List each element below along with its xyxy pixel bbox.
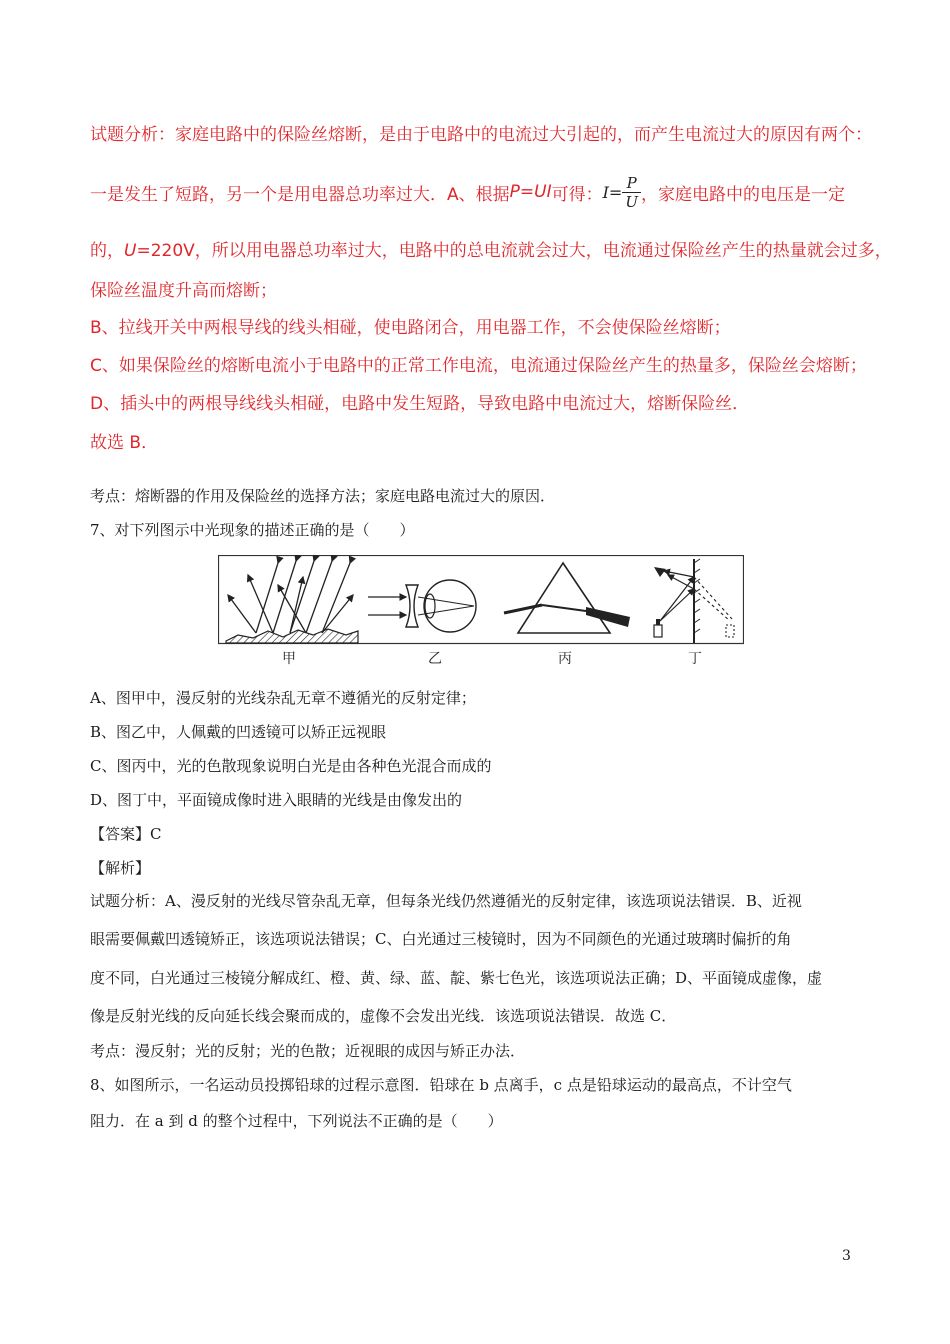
formula-p-ui: P=UI xyxy=(509,182,552,202)
kaodian-q6: 考点：熔断器的作用及保险丝的选择方法；家庭电路电流过大的原因． xyxy=(90,487,556,505)
formula-denominator: U xyxy=(625,192,638,211)
analysis-red-line-2c: ，家庭电路中的电压是一定 xyxy=(640,184,845,205)
q7-analysis-title: 【解析】 xyxy=(90,859,151,877)
q7-option-c: C、图丙中，光的色散现象说明白光是由各种色光混合而成的 xyxy=(90,757,492,775)
analysis-red-line-2a: 一是发生了短路，另一个是用电器总功率过大．A、根据 xyxy=(90,184,510,205)
spectrum-fan xyxy=(586,607,630,627)
rough-surface xyxy=(226,629,358,643)
analysis-red-line-6: C、如果保险丝的熔断电流小于电路中的正常工作电流，电流通过保险丝产生的热量多，保险丝会熔断； xyxy=(90,356,867,376)
q8-line-2: 阻力．在 a 到 d 的整个过程中，下列说法不正确的是（ ） xyxy=(90,1112,503,1130)
q7-stem: 7、对下列图示中光现象的描述正确的是（ ） xyxy=(90,521,415,539)
analysis-red-line-7: D、插头中的两根导线线头相碰，电路中发生短路，导致电路中电流过大，熔断保险丝． xyxy=(90,394,750,414)
q7-analysis-line-4: 像是反射光线的反向延长线会聚而成的，虚像不会发出光线．该选项说法错误．故选 C． xyxy=(90,1007,677,1025)
q7-option-d: D、图丁中，平面镜成像时进入眼睛的光线是由像发出的 xyxy=(90,791,463,809)
figure-label-yi: 乙 xyxy=(428,651,442,667)
analysis-red-line-1: 试题分析：家庭电路中的保险丝熔断，是由于电路中的电流过大引起的，而产生电流过大的原因有两个： xyxy=(90,125,872,145)
analysis-red-line-3b: =220V，所以用电器总功率过大，电路中的总电流就会过大，电流通过保险丝产生的热量就会过多， xyxy=(136,241,892,261)
q7-figure xyxy=(218,555,744,675)
analysis-red-line-2b: 可得： xyxy=(551,184,603,205)
page-number: 3 xyxy=(842,1248,851,1264)
q7-analysis-line-2: 眼需要佩戴凹透镜矫正，该选项说法错误；C、白光通过三棱镜时，因为不同颜色的光通过玻璃时偏折的角 xyxy=(90,930,792,948)
q7-kaodian: 考点：漫反射；光的反射；光的色散；近视眼的成因与矫正办法． xyxy=(90,1042,526,1060)
figure-label-ding: 丁 xyxy=(688,651,702,667)
figure-bing xyxy=(504,563,630,633)
analysis-red-line-5: B、拉线开关中两根导线的线头相碰，使电路闭合，用电器工作，不会使保险丝熔断； xyxy=(90,318,731,338)
q8-line-1: 8、如图所示，一名运动员投掷铅球的过程示意图．铅球在 b 点离手，c 点是铅球运动的最高点，不计空气 xyxy=(90,1076,792,1094)
candle xyxy=(654,625,662,637)
eyeball xyxy=(424,580,476,632)
formula-i-symbol: I xyxy=(602,182,609,202)
q7-analysis-line-1: 试题分析：A、漫反射的光线尽管杂乱无章，但每条光线仍然遵循光的反射定律，该选项说法错误．B、近视 xyxy=(90,892,802,910)
figure-jia xyxy=(226,561,358,643)
figure-label-jia: 甲 xyxy=(282,651,296,667)
q7-analysis-line-3: 度不同，白光通过三棱镜分解成红、橙、黄、绿、蓝、靛、紫七色光，该选项说法正确；D、平面镜成虚像，虚 xyxy=(90,969,823,987)
prism xyxy=(518,563,610,633)
figure-ding xyxy=(654,559,734,643)
analysis-red-line-2 xyxy=(90,170,845,214)
eye-symbol xyxy=(654,567,666,577)
formula-fraction xyxy=(622,174,641,211)
analysis-red-line-3a: 的， xyxy=(90,241,124,261)
analysis-red-line-8: 故选 B． xyxy=(90,433,159,453)
analysis-red-line-3 xyxy=(90,236,892,261)
figure-yi xyxy=(368,580,476,632)
symbol-u: U xyxy=(124,241,137,261)
formula-numerator: P xyxy=(622,174,641,193)
q7-option-b: B、图乙中，人佩戴的凹透镜可以矫正远视眼 xyxy=(90,723,387,741)
analysis-red-line-4: 保险丝温度升高而熔断； xyxy=(90,281,277,301)
concave-lens xyxy=(406,585,418,627)
q7-option-a: A、图甲中，漫反射的光线杂乱无章不遵循光的反射定律； xyxy=(90,689,476,707)
q7-answer: 【答案】C xyxy=(90,825,162,843)
formula-equals: = xyxy=(608,182,623,202)
figure-label-bing: 丙 xyxy=(558,651,572,667)
virtual-image xyxy=(726,625,734,637)
